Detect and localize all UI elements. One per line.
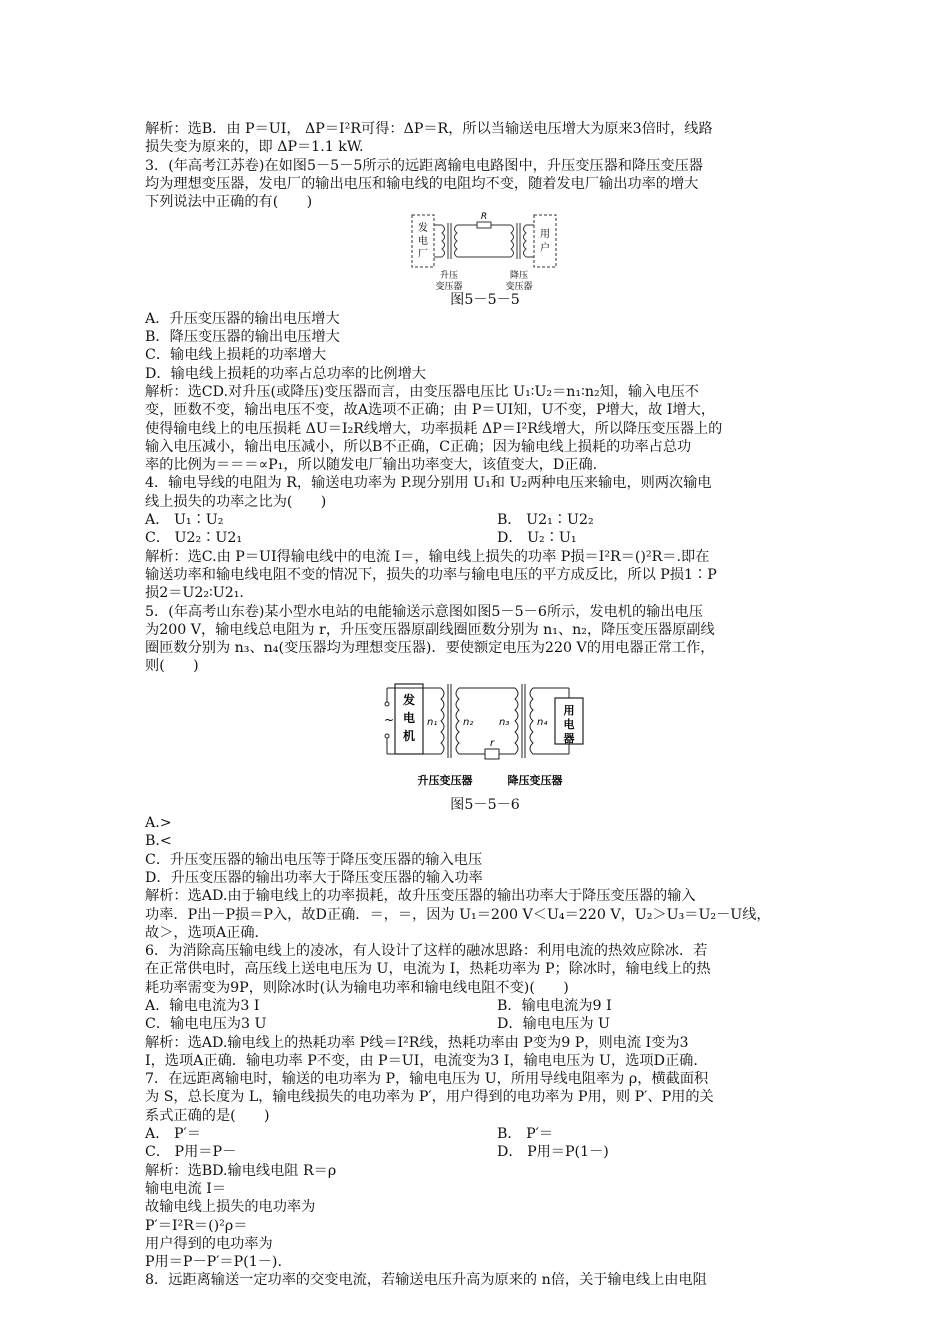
text-line: 使得输电线上的电压损耗 ΔU＝I₂R线增大，功率损耗 ΔP＝I²R线增大，所以降压变压器上的 xyxy=(145,420,723,437)
text-line: I，选项A正确．输电功率 P不变，由 P＝UI，电流变为3 I，输电电压为 U，选项D正确． xyxy=(145,1052,708,1069)
figure-caption: 图5－5－5 xyxy=(450,292,520,309)
text-line: 故＞，选项A正确． xyxy=(145,924,269,941)
text-line: 解析：选AD.由于输电线上的功率损耗，故升压变压器的输出功率大于降压变压器的输入 xyxy=(145,888,696,905)
question-5 xyxy=(145,603,825,676)
box-label: 用 xyxy=(540,229,550,241)
option-d: D． P用＝P(1－) xyxy=(497,1144,609,1161)
text-line: 解析：选B．由 P＝UI， ΔP＝I²R可得：ΔP＝R，所以当输送电压增大为原来3倍时，线路 xyxy=(145,121,713,137)
text-line: D．输电线上损耗的功率占总功率的比例增大 xyxy=(145,365,426,382)
generator-label: 机 xyxy=(402,728,416,743)
text-line: 损失变为原来的，即 ΔP＝1.1 kW. xyxy=(145,139,364,156)
step-up-label: 变压器 xyxy=(435,282,463,292)
option-row xyxy=(145,529,825,547)
n4-label: n₄ xyxy=(537,716,548,728)
appliance-label: 器 xyxy=(563,731,575,745)
option-c: C． P用＝P－ xyxy=(145,1144,237,1161)
text-line: 均为理想变压器，发电厂的输出电压和输电线的电阻均不变，随着发电厂输出功率的增大 xyxy=(145,175,699,192)
option-b: B． P′＝ xyxy=(497,1126,554,1143)
hydro-station-diagram xyxy=(375,676,595,796)
step-down-label: 变压器 xyxy=(505,282,533,292)
resistor-label: R xyxy=(480,212,488,223)
text-line: 下列说法中正确的有( ) xyxy=(145,194,313,211)
text-line: 故输电线上损失的电功率为 xyxy=(145,1199,316,1216)
text-line: 则( ) xyxy=(145,658,199,675)
generator-label: 发 xyxy=(402,692,416,707)
text-line: 为 S，总长度为 L，输电线损失的电功率为 P′，用户得到的电功率为 P用，则 P′、P用的关 xyxy=(145,1089,714,1106)
figure-5-5-5 xyxy=(145,211,825,291)
n1-label: n₁ xyxy=(427,716,438,728)
step-down-label: 降压变压器 xyxy=(507,773,563,787)
step-up-label: 升压变压器 xyxy=(417,773,473,787)
text-line: 输入电压减小，输出电压减小，所以B不正确，C正确；因为输电线上损耗的功率占总功 xyxy=(145,438,692,455)
transmission-circuit-diagram xyxy=(410,211,560,291)
text-line: 7．在远距离输电时，输送的电功率为 P，输电电压为 U，所用导线电阻率为 ρ，横截面积 xyxy=(145,1071,709,1088)
appliance-label: 用 xyxy=(563,703,575,717)
document-page xyxy=(145,120,825,1290)
text-line: 5．(年高考山东卷)某小型水电站的电能输送示意图如图5－5－6所示，发电机的输出电压 xyxy=(145,603,703,620)
text-line: 功率．P出－P损＝P入，故D正确．＝，＝，因为 U₁＝200 V＜U₄＝220 V，U₂＞U₃＝U₂－U线， xyxy=(145,906,771,923)
option-b: B．输电电流为9 I xyxy=(497,997,612,1014)
option-d: D． U₂∶U₁ xyxy=(497,530,577,547)
text-line: 损2＝U2₂∶U2₁. xyxy=(145,585,244,602)
box-label: 厂 xyxy=(418,249,428,261)
appliance-label: 电 xyxy=(563,717,575,731)
text-line: 用户得到的电功率为 xyxy=(145,1235,273,1252)
text-line: 4．输电导线的电阻为 R，输送电功率为 P.现分别用 U₁和 U₂两种电压来输电，则两次输电 xyxy=(145,475,712,492)
text-line: P用＝P－P′＝P(1－). xyxy=(145,1254,282,1271)
text-line: C．输电线上损耗的功率增大 xyxy=(145,347,327,364)
text-line: 解析：选AD.输电线上的热耗功率 P线＝I²R线，热耗功率由 P变为9 P，则电流 I变为3 xyxy=(145,1034,689,1051)
question-4 xyxy=(145,474,825,602)
option-row xyxy=(145,1125,825,1143)
text-line: B．降压变压器的输出电压增大 xyxy=(145,329,340,346)
text-line: D．升压变压器的输出功率大于降压变压器的输入功率 xyxy=(145,869,483,886)
text-line: 在正常供电时，高压线上送电电压为 U，电流为 I，热耗功率为 P；除冰时，输电线上的热 xyxy=(145,961,711,978)
text-line: 耗功率需变为9P，则除冰时(认为输电功率和输电线电阻不变)( ) xyxy=(145,979,569,996)
option-row xyxy=(145,1143,825,1161)
q5-options-answer xyxy=(145,814,825,942)
text-line: P′＝I²R＝()²ρ＝ xyxy=(145,1217,248,1234)
text-line: 系式正确的是( ) xyxy=(145,1107,270,1124)
text-line: 率的比例为＝＝＝∝P₁，所以随发电厂输出功率变大，该值变大，D正确. xyxy=(145,457,598,474)
option-row xyxy=(145,511,825,529)
figure-caption: 图5－5－6 xyxy=(450,796,520,813)
box-label: 电 xyxy=(418,236,428,248)
option-d: D．输电电压为 U xyxy=(497,1016,610,1033)
question-3 xyxy=(145,157,825,212)
option-c: C．输电电压为3 U xyxy=(145,1016,267,1033)
text-line: 8．远距离输送一定功率的交变电流，若输送电压升高为原来的 n倍，关于输电线上由电阻 xyxy=(145,1272,707,1289)
box-label: 发 xyxy=(418,223,428,235)
option-c: C． U2₂∶U2₁ xyxy=(145,530,243,547)
option-row xyxy=(145,997,825,1015)
text-line: 变，匝数不变，输出电压不变，故A选项不正确；由 P＝UI知，U不变，P增大，故 I增大， xyxy=(145,402,716,419)
generator-label: 电 xyxy=(402,710,416,725)
option-row xyxy=(145,1015,825,1033)
text-line: A．升压变压器的输出电压增大 xyxy=(145,310,340,327)
q3-options-answer xyxy=(145,310,825,475)
question-8 xyxy=(145,1271,825,1289)
text-line: B.< xyxy=(145,833,172,850)
option-b: B． U2₁∶U2₂ xyxy=(497,512,594,529)
text-line: 为200 V，输电线总电阻为 r，升压变压器原副线圈匝数分别为 n₁、n₂，降压变压器原副线 xyxy=(145,621,715,638)
text-line: C．升压变压器的输出电压等于降压变压器的输入电压 xyxy=(145,851,483,868)
step-up-label: 升压 xyxy=(439,271,459,282)
option-a: A．输电电流为3 I xyxy=(145,997,260,1014)
step-down-label: 降压 xyxy=(509,271,529,282)
text-line: 解析：选C.由 P＝UI得输电线中的电流 I＝，输电线上损失的功率 P损＝I²R＝()²R＝.即在 xyxy=(145,548,710,565)
figure-5-5-6 xyxy=(145,676,825,796)
q2-answer xyxy=(145,120,825,157)
text-line: 输送功率和输电线电阻不变的情况下，损失的功率与输电电压的平方成反比，所以 P损1∶P xyxy=(145,566,717,583)
text-line: 3．(年高考江苏卷)在如图5－5－5所示的远距离输电电路图中，升压变压器和降压变压器 xyxy=(145,157,703,174)
text-line: 解析：选BD.输电线电阻 R＝ρ xyxy=(145,1162,337,1179)
ac-source-symbol: ~ xyxy=(384,712,395,727)
text-line: 解析：选CD.对升压(或降压)变压器而言，由变压器电压比 U₁∶U₂＝n₁∶n₂知，输入电压不 xyxy=(145,383,699,400)
option-a: A． U₁∶U₂ xyxy=(145,512,224,529)
text-line: A.> xyxy=(145,815,172,832)
n3-label: n₃ xyxy=(499,716,510,728)
question-6 xyxy=(145,942,825,1070)
n2-label: n₂ xyxy=(463,716,474,728)
text-line: 6．为消除高压输电线上的凌冰，有人设计了这样的融冰思路：利用电流的热效应除冰．若 xyxy=(145,943,708,960)
option-a: A． P′＝ xyxy=(145,1126,201,1143)
text-line: 输电电流 I＝ xyxy=(145,1180,227,1197)
box-label: 户 xyxy=(540,243,550,255)
text-line: 圈匝数分别为 n₃、n₄(变压器均为理想变压器)．要使额定电压为220 V的用电器正常工作， xyxy=(145,640,715,657)
question-7 xyxy=(145,1070,825,1271)
r-label: r xyxy=(489,737,495,749)
text-line: 线上损失的功率之比为( ) xyxy=(145,493,327,510)
